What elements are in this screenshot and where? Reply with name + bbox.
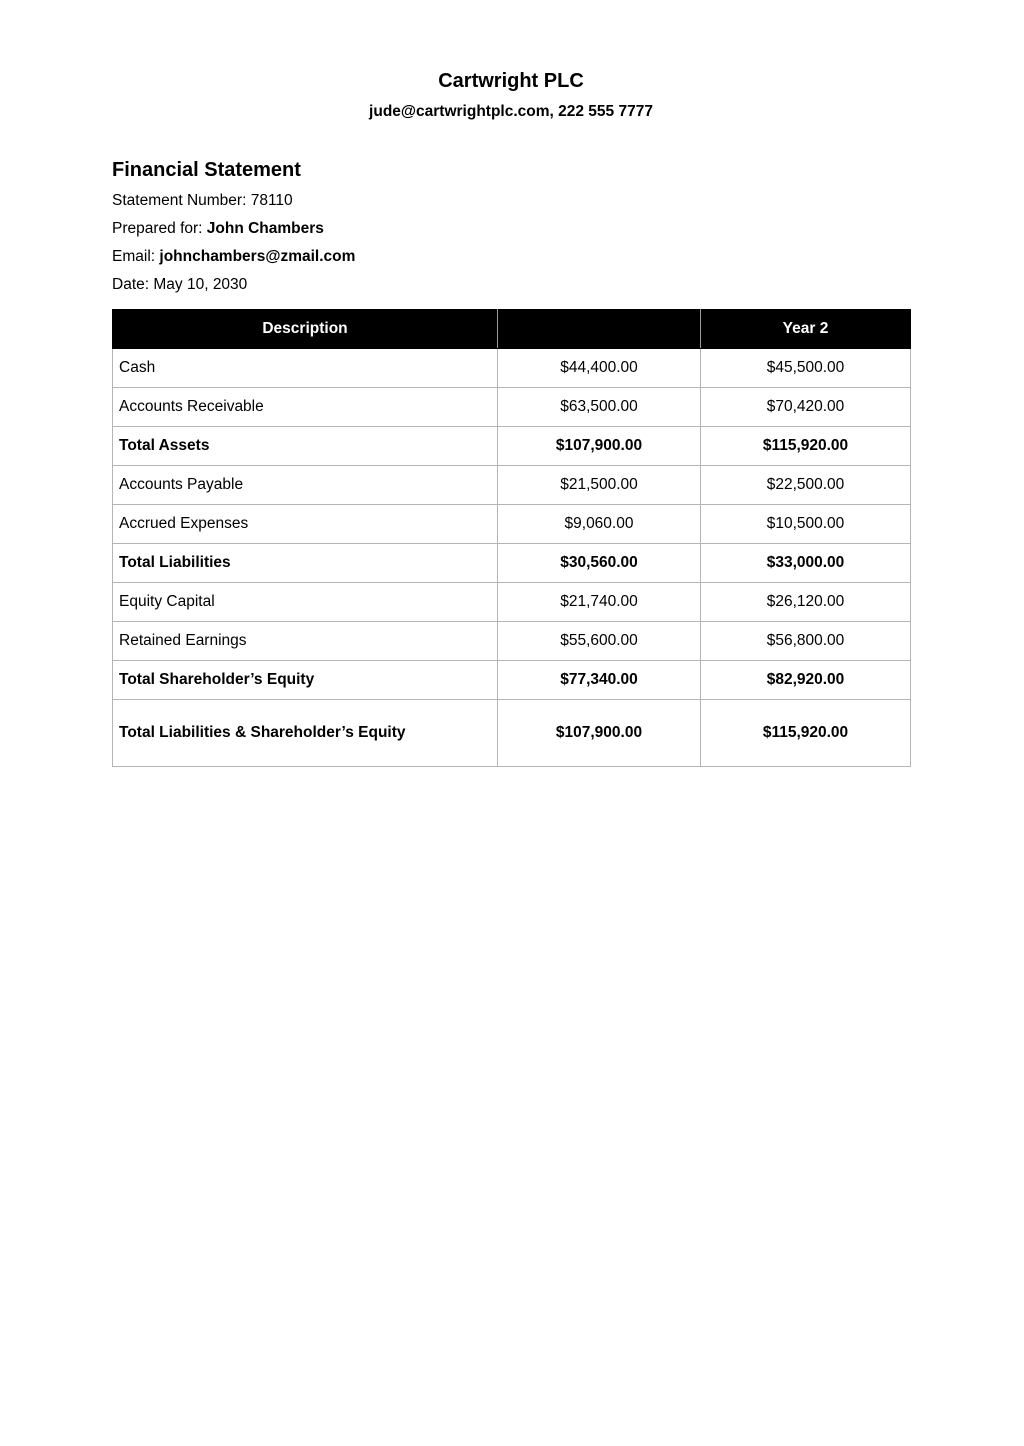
statement-number-label: Statement Number: bbox=[112, 192, 247, 209]
row-label: Total Shareholder’s Equity bbox=[113, 661, 498, 700]
table-row bbox=[113, 388, 911, 427]
row-label: Equity Capital bbox=[113, 583, 498, 622]
row-value-year-2: $56,800.00 bbox=[701, 622, 911, 661]
row-label: Accounts Receivable bbox=[113, 388, 498, 427]
email-value: johnchambers@zmail.com bbox=[159, 248, 356, 265]
prepared-for bbox=[112, 219, 324, 239]
row-value-year-2: $115,920.00 bbox=[701, 700, 911, 767]
table-row bbox=[113, 583, 911, 622]
email bbox=[112, 247, 355, 267]
row-label: Retained Earnings bbox=[113, 622, 498, 661]
row-value-year-1: $21,740.00 bbox=[498, 583, 701, 622]
table-row-grand-total bbox=[113, 700, 911, 767]
column-header-description: Description bbox=[113, 310, 498, 349]
row-value-year-1: $107,900.00 bbox=[498, 427, 701, 466]
row-value-year-2: $26,120.00 bbox=[701, 583, 911, 622]
statement-number bbox=[112, 191, 293, 211]
row-value-year-1: $21,500.00 bbox=[498, 466, 701, 505]
row-value-year-2: $45,500.00 bbox=[701, 349, 911, 388]
prepared-for-value: John Chambers bbox=[206, 220, 324, 237]
row-value-year-2: $82,920.00 bbox=[701, 661, 911, 700]
row-value-year-2: $22,500.00 bbox=[701, 466, 911, 505]
row-value-year-2: $70,420.00 bbox=[701, 388, 911, 427]
row-label: Total Liabilities bbox=[113, 544, 498, 583]
row-label: Total Liabilities & Shareholder’s Equity bbox=[113, 700, 498, 767]
statement-number-value: 78110 bbox=[250, 192, 293, 209]
financial-table bbox=[112, 309, 911, 767]
row-label: Total Assets bbox=[113, 427, 498, 466]
table-row bbox=[113, 466, 911, 505]
column-header-year-2: Year 2 bbox=[701, 310, 911, 349]
row-value-year-1: $30,560.00 bbox=[498, 544, 701, 583]
date-value: May 10, 2030 bbox=[153, 276, 248, 293]
table-row-total bbox=[113, 544, 911, 583]
date-label: Date: bbox=[112, 276, 150, 293]
row-value-year-1: $77,340.00 bbox=[498, 661, 701, 700]
table-row-total bbox=[113, 661, 911, 700]
row-label: Accounts Payable bbox=[113, 466, 498, 505]
table-row-total bbox=[113, 427, 911, 466]
row-value-year-1: $44,400.00 bbox=[498, 349, 701, 388]
table-header-row bbox=[113, 310, 911, 349]
row-label: Cash bbox=[113, 349, 498, 388]
row-label: Accrued Expenses bbox=[113, 505, 498, 544]
statement-date bbox=[112, 275, 247, 295]
table-row bbox=[113, 622, 911, 661]
row-value-year-2: $33,000.00 bbox=[701, 544, 911, 583]
row-value-year-1: $107,900.00 bbox=[498, 700, 701, 767]
table-row bbox=[113, 349, 911, 388]
row-value-year-1: $63,500.00 bbox=[498, 388, 701, 427]
email-label: Email: bbox=[112, 248, 156, 265]
document-title: Financial Statement bbox=[112, 159, 301, 181]
company-contact: jude@cartwrightplc.com, 222 555 7777 bbox=[369, 103, 653, 120]
column-header-year-1 bbox=[498, 310, 701, 349]
row-value-year-2: $115,920.00 bbox=[701, 427, 911, 466]
row-value-year-2: $10,500.00 bbox=[701, 505, 911, 544]
company-name: Cartwright PLC bbox=[438, 70, 584, 92]
prepared-for-label: Prepared for: bbox=[112, 220, 203, 237]
table-row bbox=[113, 505, 911, 544]
row-value-year-1: $9,060.00 bbox=[498, 505, 701, 544]
row-value-year-1: $55,600.00 bbox=[498, 622, 701, 661]
